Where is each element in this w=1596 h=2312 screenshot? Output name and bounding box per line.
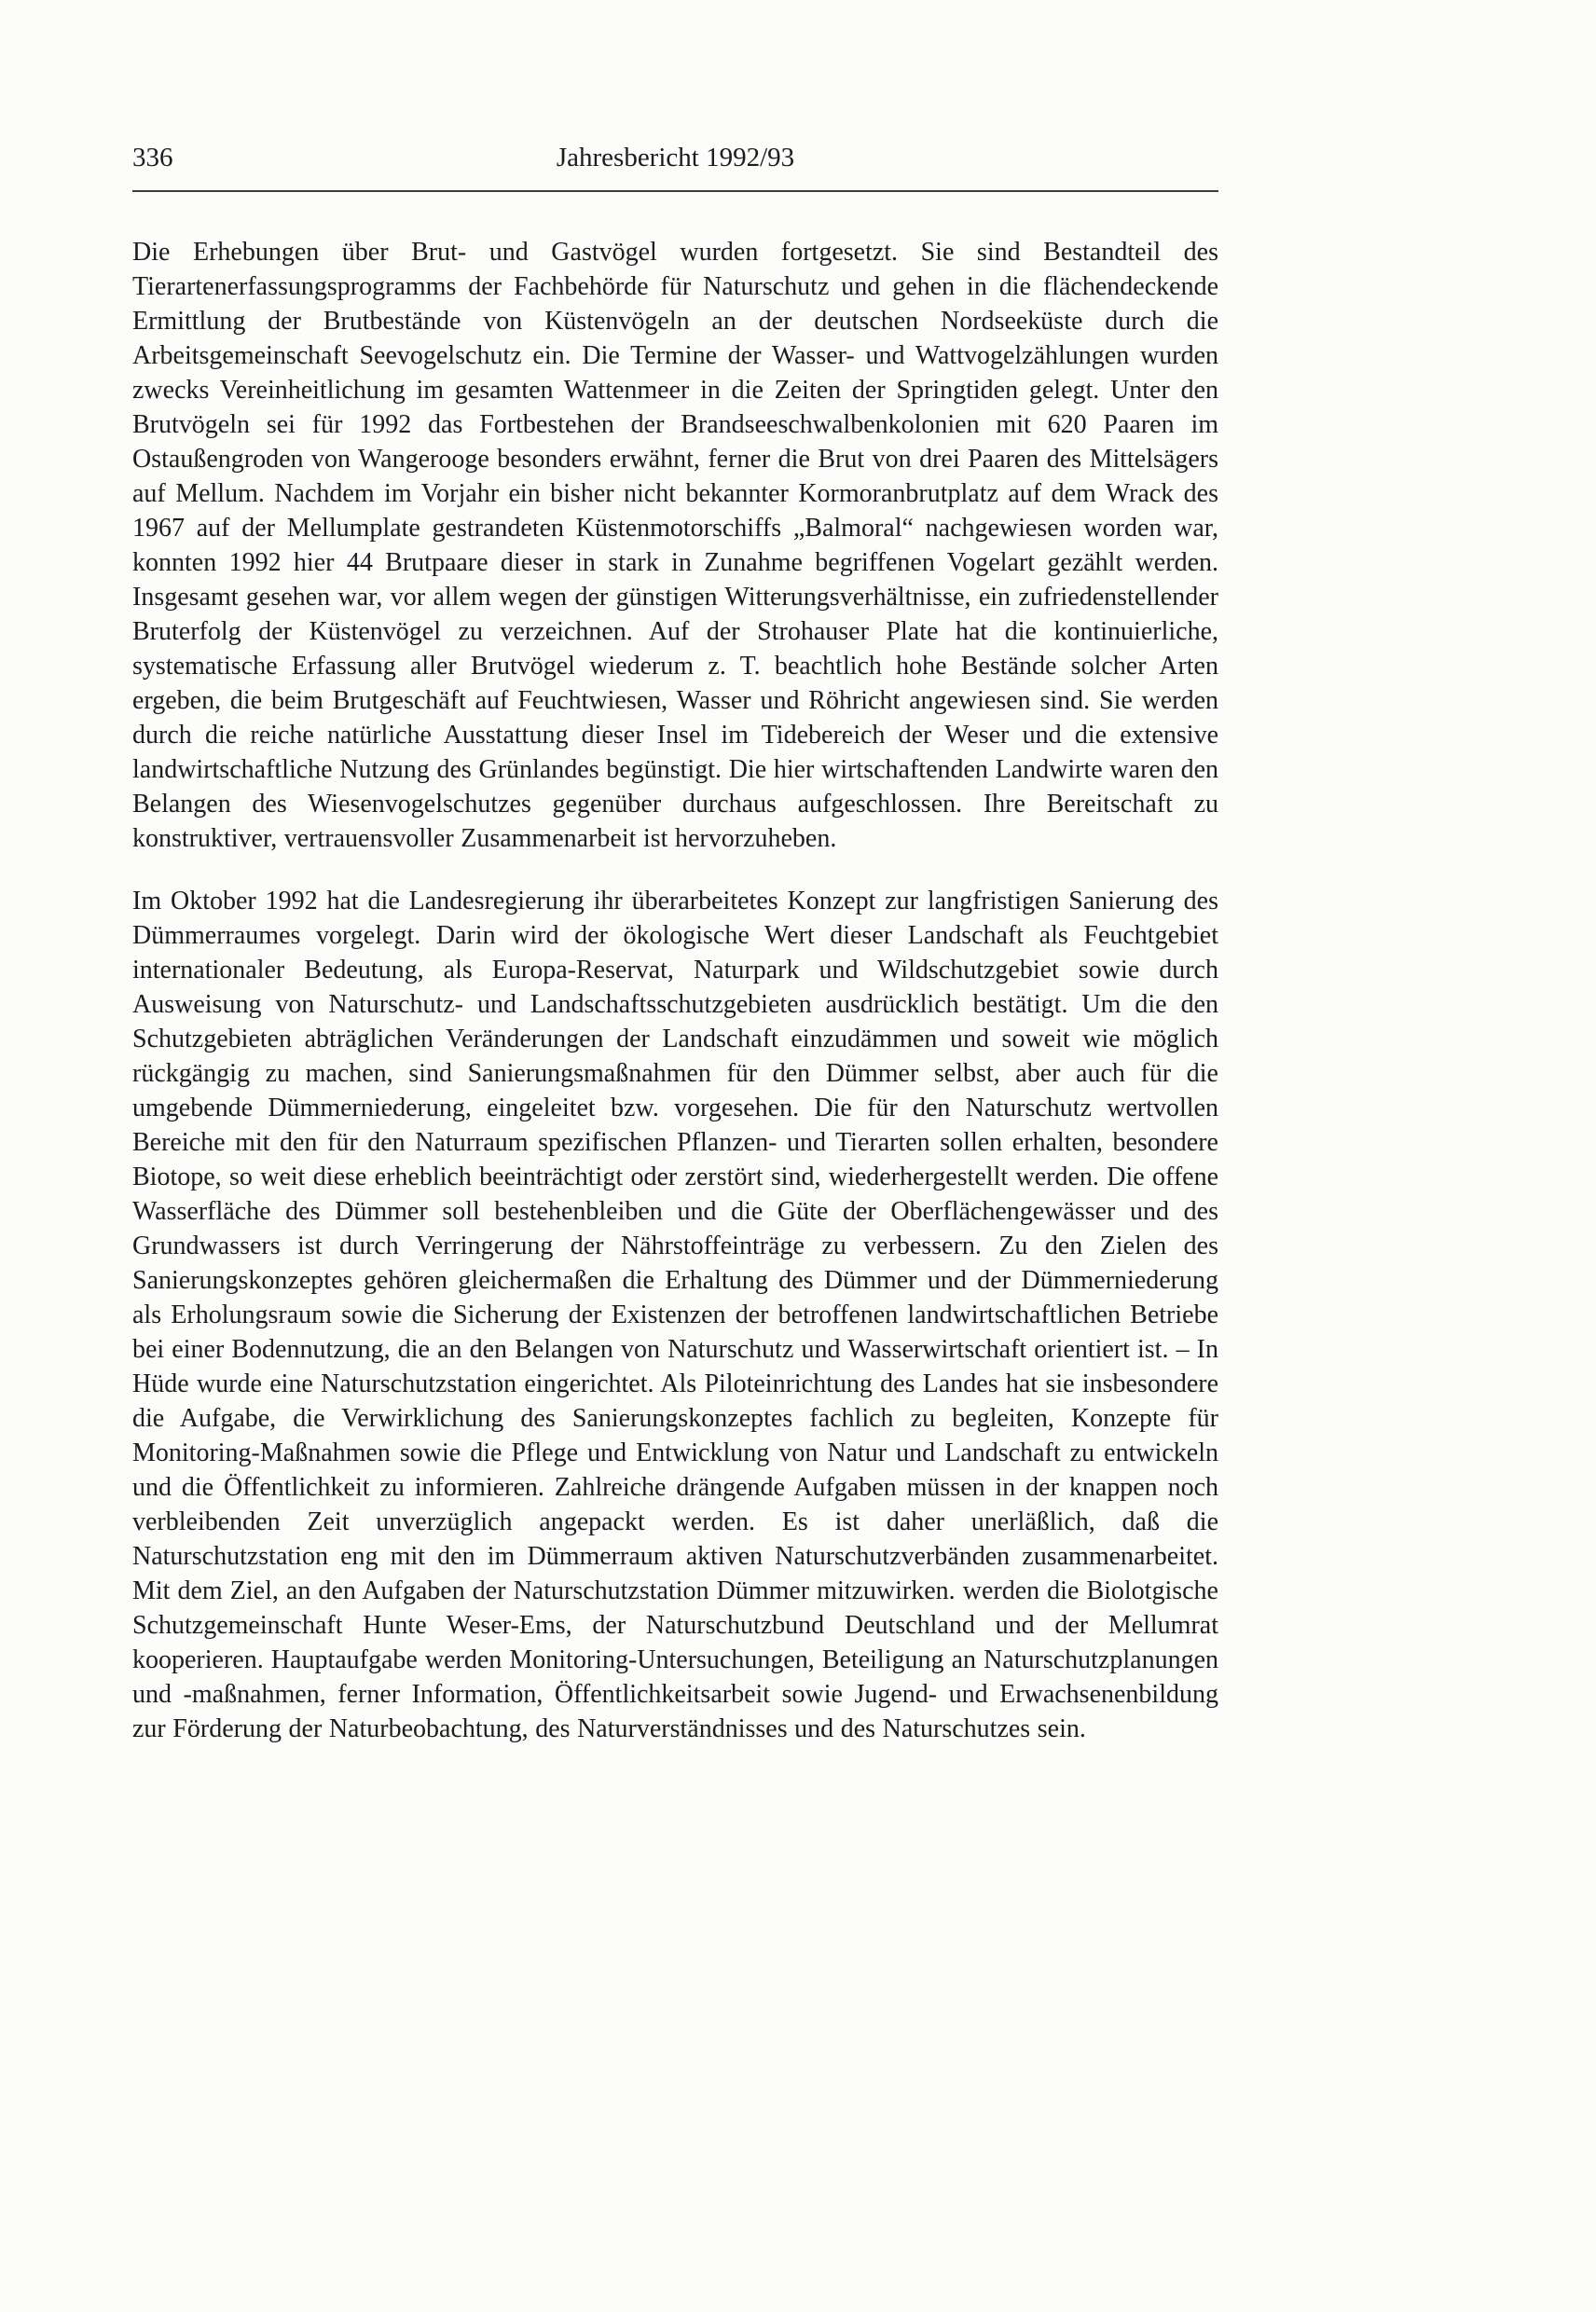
body-text (132, 235, 1218, 1746)
page-number: 336 (132, 143, 173, 172)
header-rule (132, 190, 1218, 192)
running-header (132, 142, 1218, 179)
paragraph-duemmer-restoration: Im Oktober 1992 hat die Landesregierung ihr überarbeitetes Konzept zur langfristigen Sanierung des Dümmerraumes vorgelegt. Darin wird der ökologische Wert dieser Landschaft als Feuchtgebiet internationaler Bedeutung, als Europa-Reservat, Naturpark und Wildschutzgebiet sowie durch Ausweisung von Naturschutz- und Landschaftsschutzgebieten ausdrücklich bestätigt. Um die den Schutzgebieten abträglichen Veränderungen der Landschaft einzudämmen und soweit wie möglich rückgängig zu machen, sind Sanierungsmaßnahmen für den Dümmer selbst, aber auch für die umgebende Dümmerniederung, eingeleitet bzw. vorgesehen. Die für den Naturschutz wertvollen Bereiche mit den für den Naturraum spezifischen Pflanzen- und Tierarten sollen erhalten, besondere Biotope, so weit diese erheblich beeinträchtigt oder zerstört sind, wiederhergestellt werden. Die offene Wasserfläche des Dümmer soll bestehenbleiben und die Güte der Oberflächengewässer und des Grundwassers ist durch Verringerung der Nährstoffeinträge zu verbessern. Zu den Zielen des Sanierungskonzeptes gehören gleichermaßen die Erhaltung des Dümmer und der Dümmerniederung als Erholungsraum sowie die Sicherung der Existenzen der betroffenen landwirtschaftlichen Betriebe bei einer Bodennutzung, die an den Belangen von Naturschutz und Wasserwirtschaft orientiert ist. – In Hüde wurde eine Naturschutzstation eingerichtet. Als Piloteinrichtung des Landes hat sie insbesondere die Aufgabe, die Verwirklichung des Sanierungskonzeptes fachlich zu begleiten, Konzepte für Monitoring-Maßnahmen sowie die Pflege und Entwicklung von Natur und Landschaft zu entwickeln und die Öffentlichkeit zu informieren. Zahlreiche drängende Aufgaben müssen in der knappen noch verbleibenden Zeit unverzüglich angepackt werden. Es ist daher unerläßlich, daß die Naturschutzstation eng mit den im Dümmerraum aktiven Naturschutzverbänden zusammenarbeitet. Mit dem Ziel, an den Aufgaben der Naturschutzstation Dümmer mitzuwirken. werden die Biolotgische Schutzgemeinschaft Hunte Weser-Ems, der Naturschutzbund Deutschland und der Mellumrat kooperieren. Hauptaufgabe werden Monitoring-Untersuchungen, Beteiligung an Naturschutzplanungen und -maßnahmen, ferner Information, Öffentlichkeitsarbeit sowie Jugend- und Erwachsenenbildung zur Förderung der Naturbeobachtung, des Naturverständnisses und des Naturschutzes sein. (132, 887, 1218, 1743)
text-column (132, 142, 1218, 1774)
paragraph-bird-surveys: Die Erhebungen über Brut- und Gastvögel wurden fortgesetzt. Sie sind Bestandteil des Tierartenerfassungsprogramms der Fachbehörde für Naturschutz und gehen in die flächendeckende Ermittlung der Brutbestände von Küstenvögeln an der deutschen Nordseeküste durch die Arbeitsgemeinschaft Seevogelschutz ein. Die Termine der Wasser- und Wattvogelzählungen wurden zwecks Vereinheitlichung im gesamten Wattenmeer in die Zeiten der Springtiden gelegt. Unter den Brutvögeln sei für 1992 das Fortbestehen der Brandseeschwalbenkolonien mit 620 Paaren im Ostaußengroden von Wangerooge besonders erwähnt, ferner die Brut von drei Paaren des Mittelsägers auf Mellum. Nachdem im Vorjahr ein bisher nicht bekannter Kormoranbrutplatz auf dem Wrack des 1967 auf der Mellumplate gestrandeten Küstenmotorschiffs „Balmoral“ nachgewiesen worden war, konnten 1992 hier 44 Brutpaare dieser in stark in Zunahme begriffenen Vogelart gezählt werden. Insgesamt gesehen war, vor allem wegen der günstigen Witterungsverhältnisse, ein zufriedenstellender Bruterfolg der Küstenvögel zu verzeichnen. Auf der Strohauser Plate hat die kontinuierliche, systematische Erfassung aller Brutvögel wiederum z. T. beachtlich hohe Bestände solcher Arten ergeben, die beim Brutgeschäft auf Feuchtwiesen, Wasser und Röhricht angewiesen sind. Sie werden durch die reiche natürliche Ausstattung dieser Insel im Tidebereich der Weser und die extensive landwirtschaftliche Nutzung des Grünlandes begünstigt. Die hier wirtschaftenden Landwirte waren den Belangen des Wiesenvogelschutzes gegenüber durchaus aufgeschlossen. Ihre Bereitschaft zu konstruktiver, vertrauensvoller Zusammenarbeit ist hervorzuheben. (132, 238, 1218, 853)
page-title: Jahresbericht 1992/93 (556, 143, 795, 172)
